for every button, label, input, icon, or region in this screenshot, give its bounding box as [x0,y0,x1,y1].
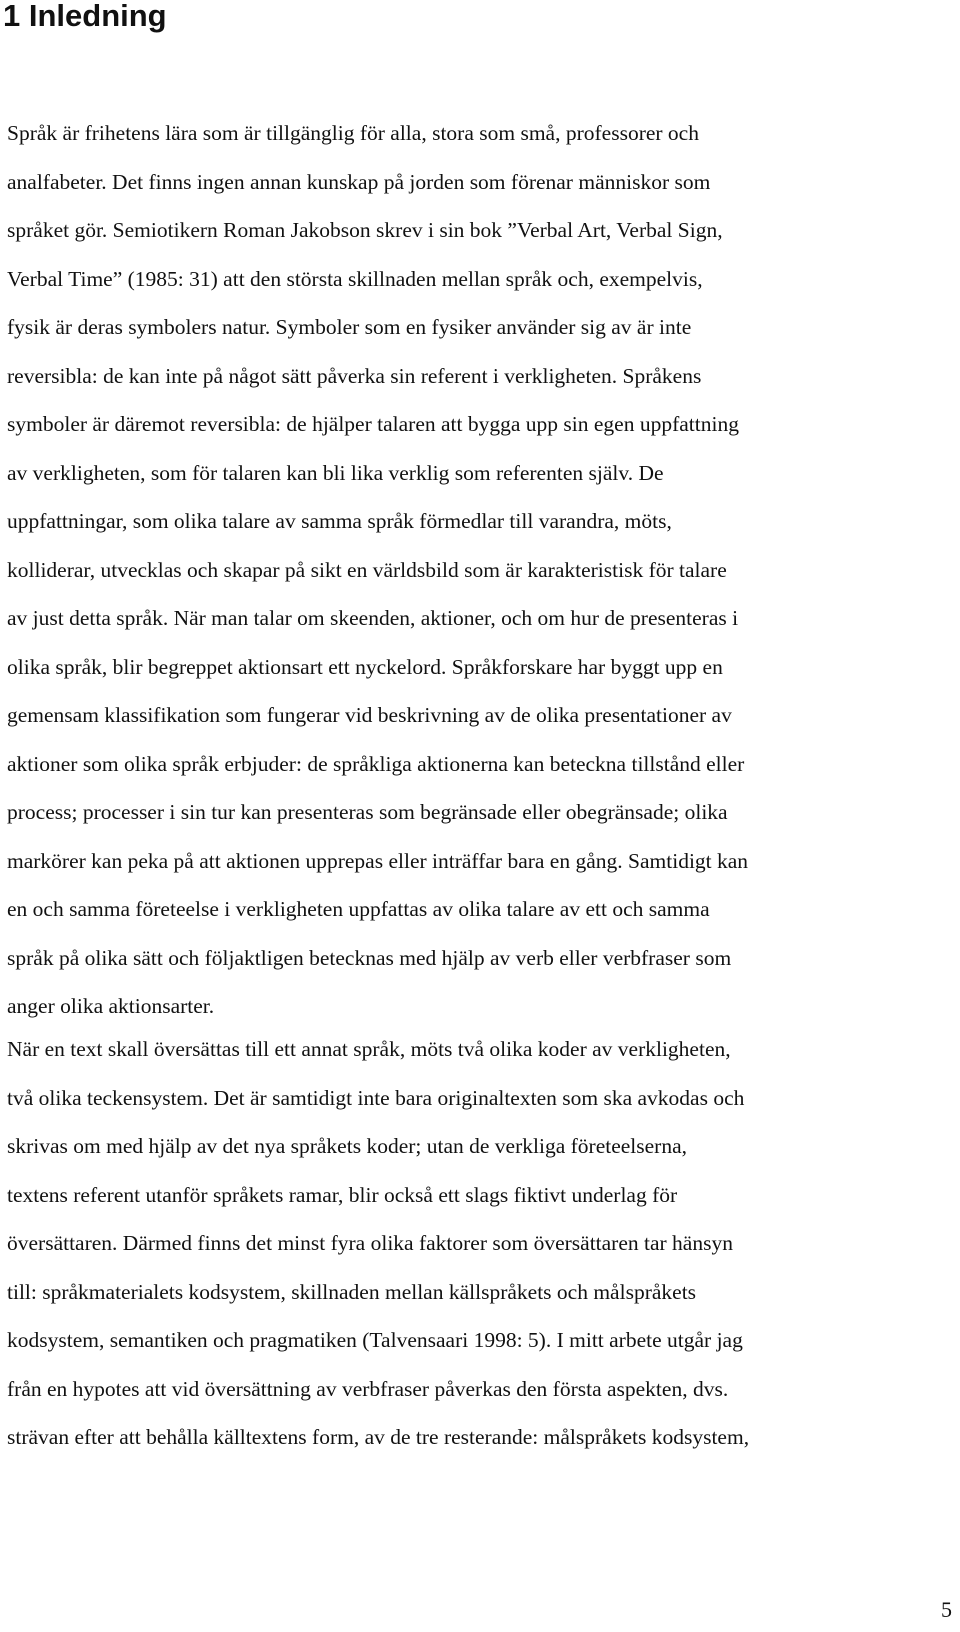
text-line: symboler är däremot reversibla: de hjälper talaren att bygga upp sin egen uppfattning [7,412,739,436]
text-line: från en hypotes att vid översättning av verbfraser påverkas den första aspekten, dvs. [7,1376,729,1401]
text-line: textens referent utanför språkets ramar, blir också ett slags fiktivt underlag för [7,1182,678,1207]
text-line: av verkligheten, som för talaren kan bli lika verklig som referenten själv. De [7,460,664,485]
text-line: Språk är frihetens lära som är tillgänglig för alla, stora som små, professorer och [7,121,699,145]
text-line: Verbal Time” (1985: 31) att den största skillnaden mellan språk och, exempelvis, [7,266,703,291]
section-heading: 1 Inledning [3,0,167,33]
paragraph-2 [7,1025,749,1462]
text-line: När en text skall översättas till ett annat språk, möts två olika koder av verkligheten, [7,1037,731,1061]
text-line: process; processer i sin tur kan presenteras som begränsade eller obegränsade; olika [7,800,728,824]
text-line: reversibla: de kan inte på något sätt påverka sin referent i verkligheten. Språkens [7,363,702,388]
text-line: strävan efter att behålla källtextens form, av de tre resterande: målspråkets kodsystem, [7,1425,750,1449]
text-line: kolliderar, utvecklas och skapar på sikt en världsbild som är karakteristisk för talare [7,557,727,582]
paragraph-1 [7,109,748,1031]
text-line: aktioner som olika språk erbjuder: de språkliga aktionerna kan beteckna tillstånd eller [7,751,745,776]
text-line: uppfattningar, som olika talare av samma språk förmedlar till varandra, möts, [7,509,672,533]
text-line: översättaren. Därmed finns det minst fyra olika faktorer som översättaren tar hänsyn [7,1231,733,1255]
text-line: markörer kan peka på att aktionen upprepas eller inträffar bara en gång. Samtidigt kan [7,848,749,873]
text-line: gemensam klassifikation som fungerar vid beskrivning av de olika presentationer av [7,703,732,727]
page-number: 5 [941,1597,952,1622]
text-line: två olika teckensystem. Det är samtidigt inte bara originaltexten som ska avkodas och [7,1085,745,1110]
text-line: språket gör. Semiotikern Roman Jakobson skrev i sin bok ”Verbal Art, Verbal Sign, [7,218,723,242]
text-line: kodsystem, semantiken och pragmatiken (Talvensaari 1998: 5). I mitt arbete utgår jag [7,1328,743,1352]
text-line: till: språkmaterialets kodsystem, skillnaden mellan källspråkets och målspråkets [7,1279,697,1304]
text-line: olika språk, blir begreppet aktionsart ett nyckelord. Språkforskare har byggt upp en [7,654,723,679]
text-line: av just detta språk. När man talar om skeenden, aktioner, och om hur de presenteras i [7,606,739,630]
text-line: fysik är deras symbolers natur. Symboler som en fysiker använder sig av är inte [7,315,692,339]
text-line: anger olika aktionsarter. [7,994,215,1018]
text-line: skrivas om med hjälp av det nya språkets koder; utan de verkliga företeelserna, [7,1134,688,1158]
text-line: analfabeter. Det finns ingen annan kunskap på jorden som förenar människor som [7,169,711,194]
text-line: språk på olika sätt och följaktligen betecknas med hjälp av verb eller verbfraser som [7,945,732,970]
text-line: en och samma företeelse i verkligheten uppfattas av olika talare av ett och samma [7,897,710,921]
